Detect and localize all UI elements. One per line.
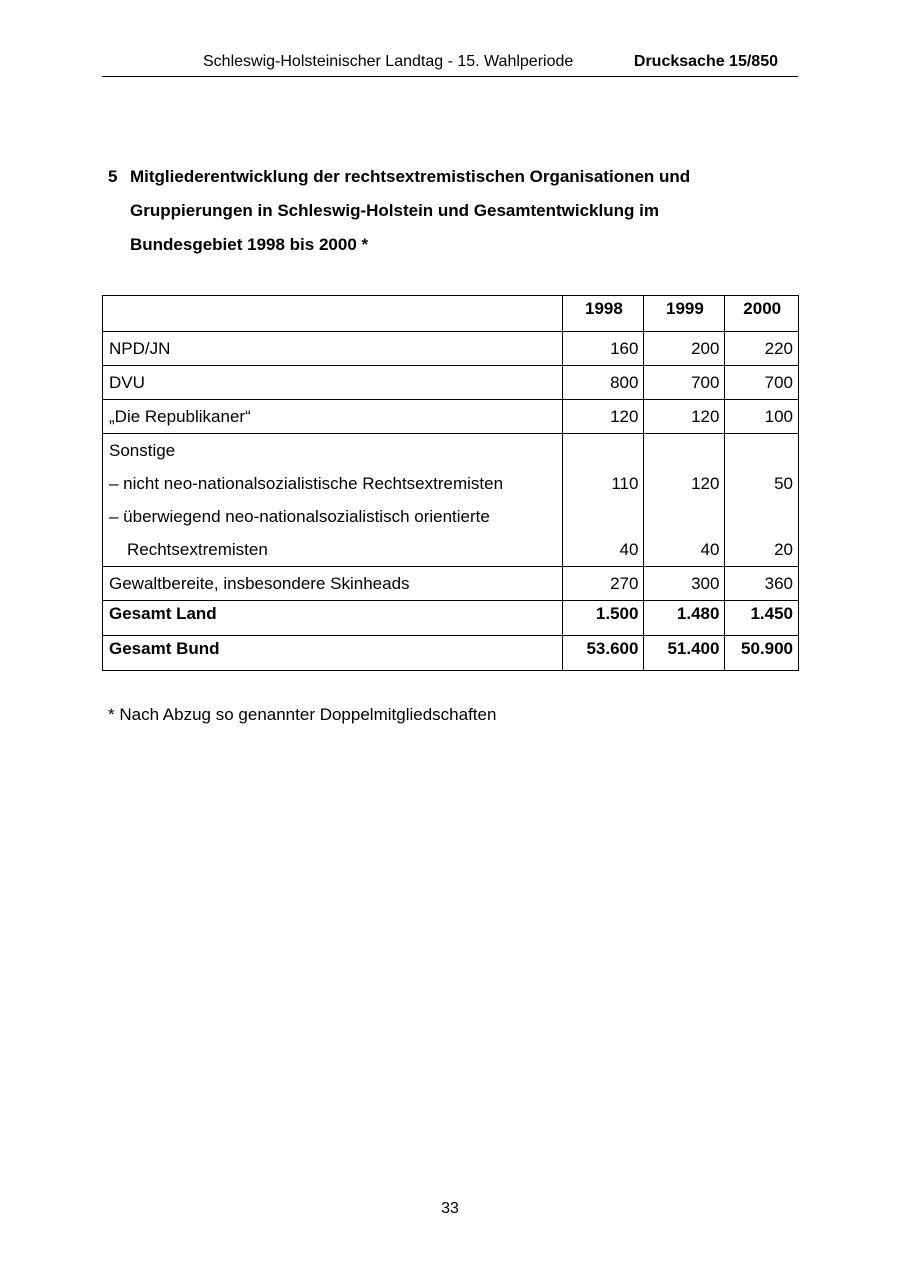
page-header (102, 51, 798, 77)
section-title-line-2: Gruppierungen in Schleswig-Holstein und Gesamtentwicklung im (130, 201, 659, 220)
row-value: 20 (774, 540, 793, 559)
table-row (103, 366, 799, 400)
section-heading (108, 160, 808, 262)
table-row-gesamt-bund (103, 636, 799, 671)
sonstige-values-2000 (725, 434, 799, 567)
sonstige-label: Sonstige (109, 441, 176, 460)
row-value: 270 (563, 567, 644, 601)
table-row (103, 567, 799, 601)
row-value: 110 (611, 474, 639, 493)
sonstige-values-1999 (644, 434, 725, 567)
sonstige-label-cell (103, 434, 563, 567)
header-year-1999: 1999 (644, 296, 725, 332)
row-value: 100 (725, 400, 799, 434)
header-year-1998: 1998 (563, 296, 644, 332)
table-row-sonstige (103, 434, 799, 567)
row-label: „Die Republikaner“ (103, 400, 563, 434)
row-value: 200 (644, 332, 725, 366)
row-value: 51.400 (644, 636, 725, 671)
footnote: * Nach Abzug so genannter Doppelmitgliedschaften (108, 705, 497, 724)
row-value: 1.450 (725, 601, 799, 636)
row-value: 700 (725, 366, 799, 400)
row-value: 700 (644, 366, 725, 400)
row-value: 120 (563, 400, 644, 434)
row-value: 800 (563, 366, 644, 400)
row-value: 50.900 (725, 636, 799, 671)
row-label: Gewaltbereite, insbesondere Skinheads (103, 567, 563, 601)
header-year-2000: 2000 (725, 296, 799, 332)
table-row-gesamt-land (103, 601, 799, 636)
sonstige-sub2-label-line2: Rechtsextremisten (127, 540, 268, 559)
row-value: 300 (644, 567, 725, 601)
row-value: 1.500 (563, 601, 644, 636)
header-empty-cell (103, 296, 563, 332)
row-label: Gesamt Bund (103, 636, 563, 671)
sonstige-sub1-label: – nicht neo-nationalsozialistische Rechtsextremisten (109, 474, 504, 493)
row-value: 53.600 (563, 636, 644, 671)
row-value: 40 (700, 540, 720, 559)
table-header-row (103, 296, 799, 332)
row-value: 50 (774, 474, 793, 493)
header-doc-number: Drucksache 15/850 (633, 53, 778, 70)
row-value: 1.480 (644, 601, 725, 636)
section-heading-line-1 (108, 160, 808, 194)
row-value: 160 (563, 332, 644, 366)
table-row (103, 400, 799, 434)
row-value: 120 (691, 474, 720, 493)
sonstige-values-1998 (563, 434, 644, 567)
row-value: 360 (725, 567, 799, 601)
header-title: Schleswig-Holsteinischer Landtag - 15. Wahlperiode (203, 53, 574, 70)
row-value: 40 (619, 540, 639, 559)
row-label: NPD/JN (103, 332, 563, 366)
row-label: Gesamt Land (103, 601, 563, 636)
section-title-line-3: Bundesgebiet 1998 bis 2000 * (130, 235, 369, 254)
row-value: 220 (725, 332, 799, 366)
membership-table (102, 295, 799, 671)
page-number: 33 (441, 1200, 459, 1217)
section-title-line-1: Mitgliederentwicklung der rechtsextremistischen Organisationen und (130, 167, 691, 186)
section-number: 5 (108, 167, 118, 186)
row-label: DVU (103, 366, 563, 400)
row-value: 120 (644, 400, 725, 434)
sonstige-sub2-label-line1: – überwiegend neo-nationalsozialistisch orientierte (109, 507, 490, 526)
table-row (103, 332, 799, 366)
